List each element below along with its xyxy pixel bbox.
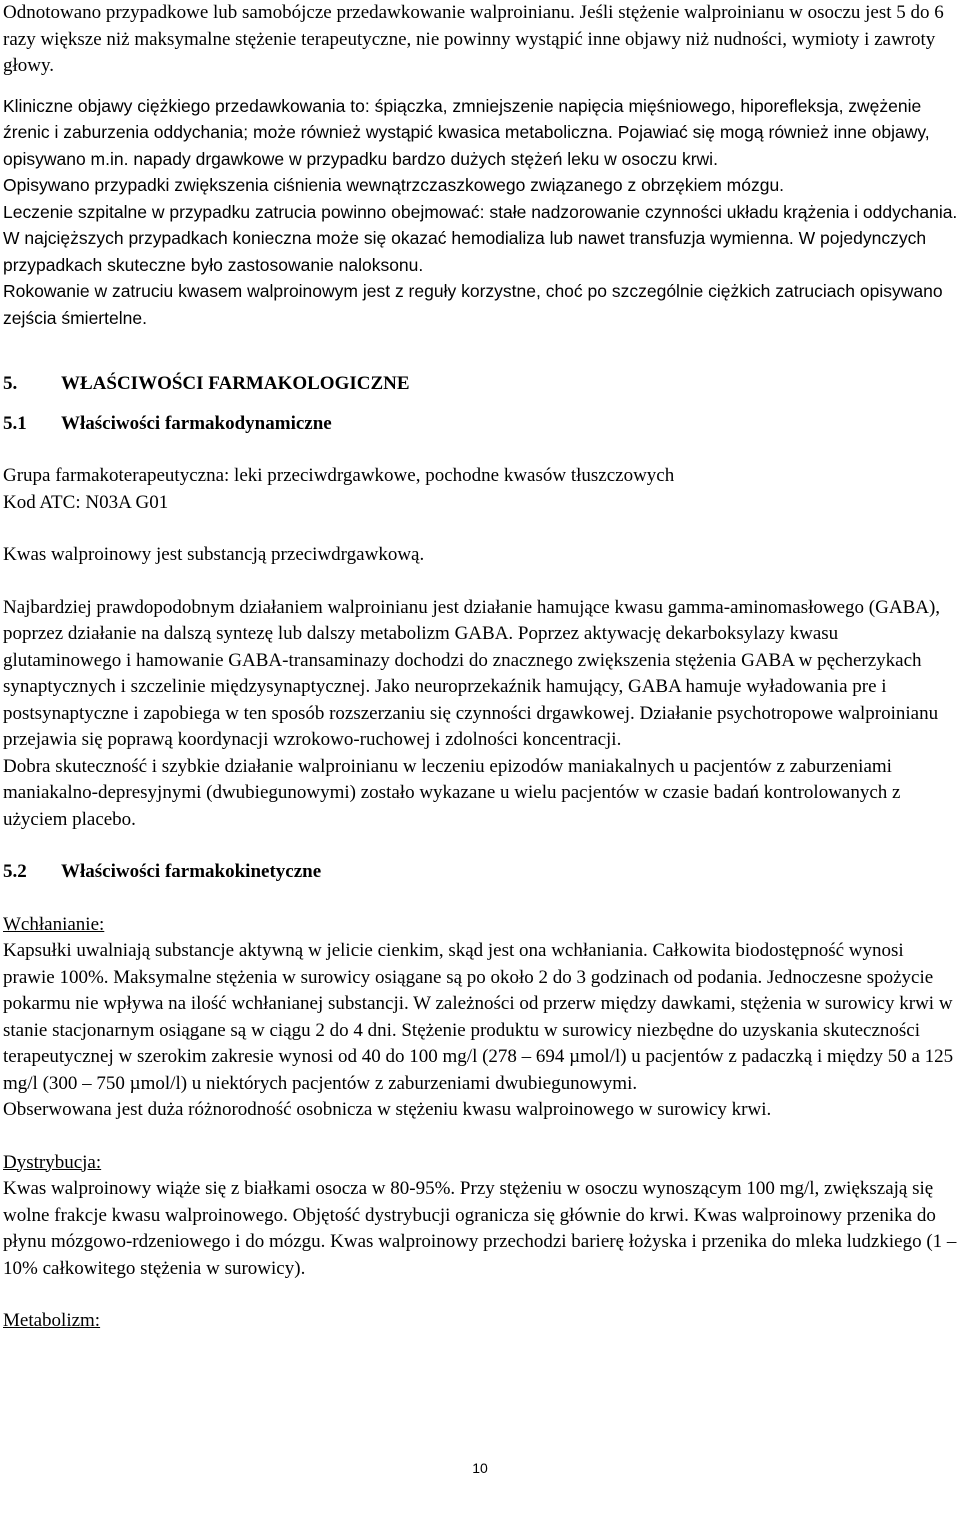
section-5-1-heading	[3, 411, 958, 438]
metabolism-label: Metabolizm:	[3, 1310, 101, 1331]
distribution-label: Dystrybucja:	[3, 1151, 102, 1173]
atc-code: Kod ATC: N03A G01	[3, 491, 169, 513]
section-5-1-number: 5.1	[3, 412, 27, 434]
pharmacotherapeutic-group: Grupa farmakoterapeutyczna: leki przeciwdrgawkowe, pochodne kwasów tłuszczowych	[3, 465, 675, 486]
section-5-number: 5.	[3, 373, 18, 394]
section-5-2-number: 5.2	[3, 861, 27, 882]
absorption-text: Kapsułki uwalniają substancje aktywną w jelicie cienkim, skąd jest ona wchłaniania. Całkowita biodostępność wynosi prawie 100%. Maksymalne stężenia w surowicy osiągane są po około 2 do 3 godzinach od podania. Jednoczesne spożycie pokarmu nie wpływa na ilość wchłanianej substancji. W zależności od przerw między dawkami, stężenia w surowicy krwi w stanie stacjonarnym osiągane są w ciągu 2 do 4 dni. Stężenie produktu w surowicy niezbędne do uzyskania skuteczności terapeutycznej w szerokim zakresie wynosi od 40 do 100 mg/l (278 – 694 µmol/l) u pacjentów z padaczką i między 50 a 125 mg/l (300 – 750 µmol/l) u niektórych pacjentów z zaburzeniami dwubiegunowymi.	[3, 940, 954, 1094]
overdose-treatment: Leczenie szpitalne w przypadku zatrucia powinno obejmować: stałe nadzorowanie czynności układu krążenia i oddychania. W najcięższych przypadkach konieczna może się okazać hemodializa lub nawet transfuzja wymienna. W pojedynczych przypadkach skuteczne było zastosowanie naloksonu.	[3, 201, 958, 275]
overdose-intracranial-pressure: Opisywano przypadki zwiększenia ciśnienia wewnątrzczaszkowego związanego z obrzękiem mózgu.	[3, 175, 785, 195]
overdose-prognosis: Rokowanie w zatruciu kwasem walproinowym jest z reguły korzystne, choć po szczególnie ciężkich zatruciach opisywano zejścia śmiertelne.	[3, 281, 943, 328]
substance-description: Kwas walproinowy jest substancją przeciwdrgawkową.	[3, 544, 425, 565]
section-5-title: WŁAŚCIWOŚCI FARMAKOLOGICZNE	[61, 373, 410, 394]
document-page	[3, 0, 958, 1335]
page-number: 10	[472, 1460, 488, 1476]
section-5-2-title: Właściwości farmakokinetyczne	[61, 861, 322, 882]
overdose-clinical-symptoms: Kliniczne objawy ciężkiego przedawkowania to: śpiączka, zmniejszenie napięcia mięśniowego, hiporefleksja, zwężenie źrenic i zaburzenia oddychania; może również wystąpić kwasica metaboliczna. Pojawiać się mogą również inne objawy, opisywano m.in. napady drgawkowe w przypadku bardzo dużych stężeń leku w osoczu krwi.	[3, 95, 930, 169]
absorption-variability: Obserwowana jest duża różnorodność osobnicza w stężeniu kwasu walproinowego w surowicy krwi.	[3, 1099, 772, 1120]
overdose-intro: Odnotowano przypadkowe lub samobójcze przedawkowanie walproinianu. Jeśli stężenie walproinianu w osoczu jest 5 do 6 razy większe niż maksymalne stężenie terapeutyczne, nie powinny wystąpić inne objawy niż nudności, wymioty i zawroty głowy.	[3, 2, 944, 76]
distribution-text: Kwas walproinowy wiąże się z białkami osocza w 80-95%. Przy stężeniu w osoczu wynoszącym 100 mg/l, zwiększają się wolne frakcje kwasu walproinowego. Objętość dystrybucji ogranicza się głównie do krwi. Kwas walproinowy przenika do płynu mózgowo-rdzeniowego i do mózgu. Kwas walproinowy przechodzi barierę łożyska i przenika do mleka ludzkiego (1 – 10% całkowitego stężenia w surowicy).	[3, 1178, 957, 1279]
section-5-1-title: Właściwości farmakodynamiczne	[61, 412, 332, 434]
section-5-2-heading	[3, 859, 958, 886]
absorption-label: Wchłanianie:	[3, 913, 105, 935]
section-5-heading	[3, 371, 958, 398]
mechanism-of-action: Najbardziej prawdopodobnym działaniem walproinianu jest działanie hamujące kwasu gamma-aminomasłowego (GABA), poprzez działanie na dalszą syntezę lub dalszy metabolizm GABA. Poprzez aktywację dekarboksylazy kwasu glutaminowego i hamowanie GABA-transaminazy dochodzi do znacznego zwiększenia stężenia GABA w pęcherzykach synaptycznych i szczelinie międzysynaptycznej. Jako neuroprzekaźnik hamujący, GABA hamuje wyładowania pre i postsynaptyczne i zapobiega w ten sposób rozszerzaniu się czynności drgawkowej. Działanie psychotropowe walproinianu przejawia się poprawą koordynacji wzrokowo-ruchowej i zdolności koncentracji.	[3, 596, 941, 750]
clinical-efficacy: Dobra skuteczność i szybkie działanie walproinianu w leczeniu epizodów maniakalnych u pacjentów z zaburzeniami maniakalno-depresyjnymi (dwubiegunowymi) zostało wykazane u wielu pacjentów w czasie badań kontrolowanych z użyciem placebo.	[3, 755, 901, 830]
